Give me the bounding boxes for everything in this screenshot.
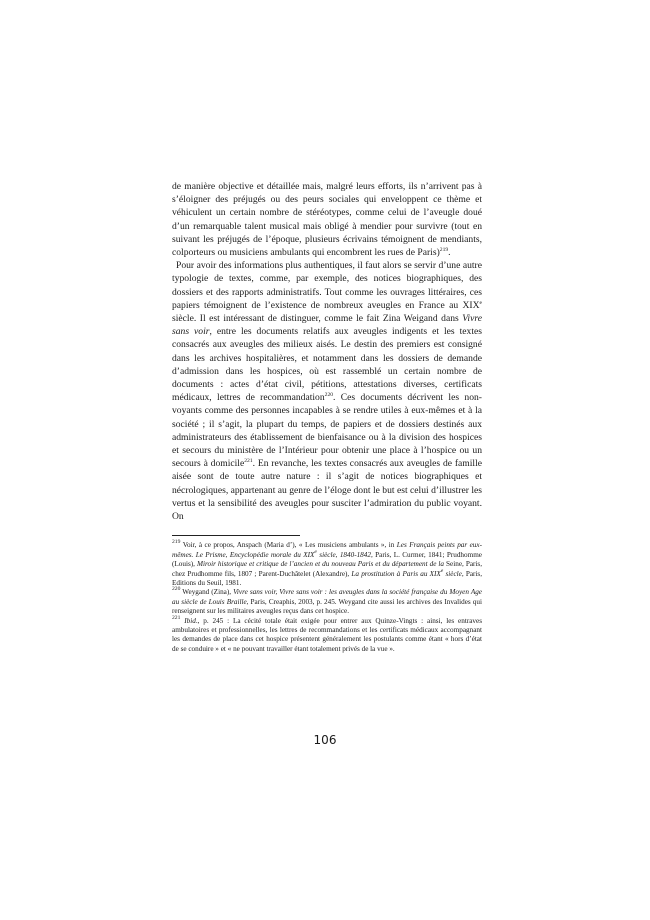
italic-run: Vivre sans voir, Vivre sans voir : les aveugles dans la société française du Moyen Age au siècle de Louis Braille, (172, 588, 482, 606)
text-run: , Paris, Editions du Seuil, 1981. (172, 569, 483, 587)
text-run: Seine, Paris, chez Prudhomme fils, 1807 ; Parent-Duchâtelet (Alexandre), (172, 560, 482, 578)
italic-run: siècle, 1840-1842 (316, 550, 371, 559)
text-run: siècle. Il est intéressant de distinguer, comme le fait Zina Weigand dans (172, 313, 463, 325)
text-run: , entre les documents relatifs aux aveugles indigents et les textes consacrés aux aveugles des milieux aisés. Le destin des premiers est consigné dans les archives hospitalières, et notamment dans les dossiers de demande d’admission dans les hospices, où est rassemblé un certain nombre de documents : actes d’état civil, pétitions, attestations diverses, certificats médicaux, lettres de recommandation (172, 326, 482, 404)
footnote-number: 221 (172, 614, 181, 621)
text-run: . En revanche, les textes consacrés aux aveugles de famille aisée sont de toute autre nature : il s’agit de notices biographiques et nécrologiques, appartenant au genre de l’éloge dont le but est celui d’illustrer les vertus et la sensibilité des aveugles pour susciter l’admiration du public voyant. On (172, 458, 482, 523)
text-run: Paris, Creaphis, 2003, p. 245. Weygand cite aussi les archives des Invalides qui renseignent sur les militaires aveugles reçus dans cet hospice. (172, 597, 482, 616)
italic-run: Les Français peints par eux-mêmes. Le Prisme, Encyclopédie morale du XIX (172, 541, 482, 559)
footnote-ref-221[interactable]: 221 (244, 458, 253, 465)
page-content (172, 180, 482, 654)
footnote-separator (172, 535, 300, 536)
text-run: . (448, 247, 451, 259)
text-run: , Paris, L. Curmer, 1841; Prudhomme (Louis), (172, 550, 482, 569)
footnote-221 (172, 614, 482, 655)
italic-run: La prostitution à Paris au XIX (351, 569, 441, 578)
text-run: Pour avoir des informations plus authentiques, il faut alors se servir d’une autre typologie de textes, comme, par exemple, des notices biographiques, des dossiers et des rapports administratifs. Tout comme les ouvrages littéraires, ces papiers témoignent de l’existence de nombreux aveugles en France au XIX (172, 260, 482, 311)
footnote-ref-219[interactable]: 219 (439, 247, 449, 254)
paragraph-1 (172, 180, 482, 259)
body-text (172, 180, 482, 523)
footnote-number: 220 (172, 586, 181, 593)
superscript: e (440, 567, 444, 574)
text-run: Voir, à ce propos, Anspach (Maria d’), « Les musiciens ambulants », in (180, 541, 397, 550)
text-run: ., p. 245 : La cécité totale était exigée pour entrer aux Quinze-Vingts : ainsi, les entraves ambulatoires et professionnelles, les lettres de recommandations et les certificats médicaux accompagnant les demandes de place dans cet hospice présentent généralement les postulants comme étant « hors d’état de se conduire » et « ne pouvant travailler étant totalement privés de la vue ». (172, 616, 482, 653)
book-title: Vivre sans voir (172, 313, 482, 338)
footnote-number: 219 (172, 539, 181, 546)
paragraph-2 (172, 259, 482, 523)
superscript: e (314, 548, 317, 555)
superscript: e (479, 299, 482, 306)
italic-run: Ibid (184, 616, 196, 625)
footnote-ref-220[interactable]: 220 (324, 392, 334, 399)
text-run: . Ces documents décrivent les non-voyants comme des personnes incapables à se rendre utiles à eux-mêmes et à la société ; il s’agit, la plupart du temps, de papiers et de dossiers destinés aux administrateurs des établissement de bienfaisance ou à la division des hospices et secours du ministère de l’Intérieur pour obtenir une place à l’hospice ou un secours à domicile (172, 392, 482, 470)
italic-run: siècle (443, 569, 462, 578)
text-run: Weygand (Zina), (180, 588, 234, 597)
text-run: de manière objective et détaillée mais, malgré leurs efforts, ils n’arrivent pas à s’éloigner des préjugés ou des peurs sociales qui enveloppent ce thème et véhiculent un certain nombre de stéréotypes, comme celui de l’aveugle doué d’un remarquable talent musical mais obligé à mendier pour survivre (tout en suivant les préjugés de l’époque, plusieurs écrivains témoignent de mendiants, colporteurs ou musiciens ambulants qui encombrent les rues de Paris) (172, 181, 482, 259)
italic-run: Miroir historique et critique de l’ancien et du nouveau Paris et du département de la (196, 560, 445, 569)
page-number: 106 (313, 733, 337, 747)
footnote-220 (172, 588, 482, 616)
footnote-219 (172, 541, 482, 588)
footnotes (172, 541, 482, 654)
